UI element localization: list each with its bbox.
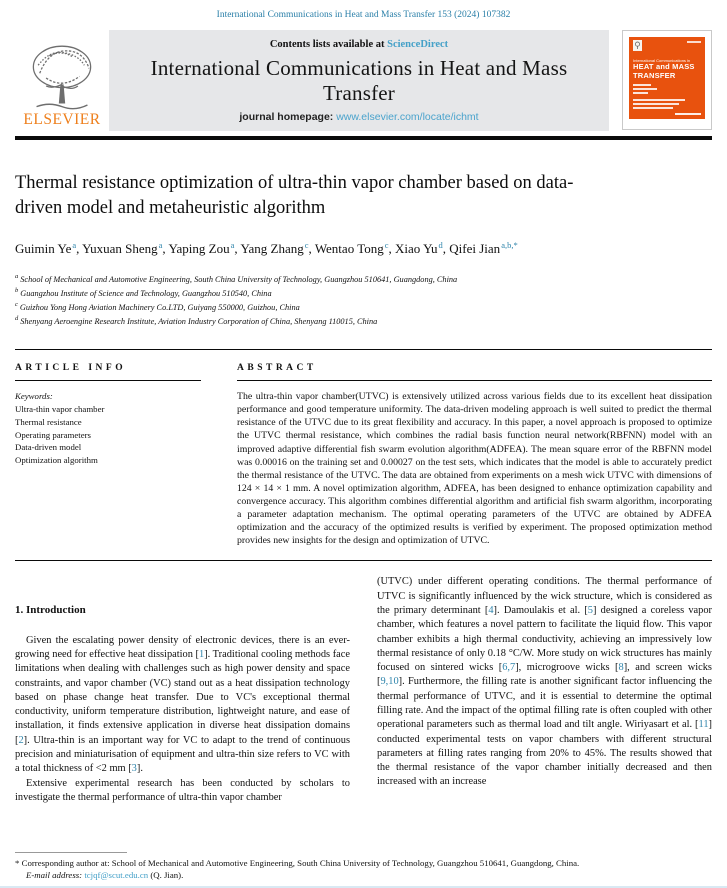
intro-paragraph-2: Extensive experimental research has been conducted by scholars to investigate the thermal performance of ultra-thin vapor chamber bbox=[15, 777, 350, 803]
author-separator: , bbox=[388, 241, 396, 257]
author bbox=[168, 241, 240, 256]
article-info-heading-rule bbox=[15, 380, 201, 381]
cover-series-line: International Communications in bbox=[633, 58, 691, 63]
author bbox=[395, 241, 449, 256]
email-link[interactable]: tcjqf@scut.edu.cn bbox=[84, 870, 149, 880]
email-suffix: (Q. Jian). bbox=[148, 870, 184, 880]
affiliation-list bbox=[15, 271, 712, 327]
citation-ref[interactable]: 9,10 bbox=[380, 676, 399, 688]
citation-ref[interactable]: 2 bbox=[18, 734, 24, 746]
homepage-line bbox=[115, 111, 603, 123]
abstract-heading: ABSTRACT bbox=[237, 363, 317, 374]
corresponding-author-footnote bbox=[15, 852, 712, 881]
right-column bbox=[377, 575, 712, 805]
abstract-column bbox=[237, 350, 712, 547]
affiliation bbox=[15, 271, 712, 285]
author bbox=[82, 241, 168, 256]
author-separator: , bbox=[162, 241, 169, 257]
author-separator: , bbox=[442, 241, 450, 257]
cover-title-line1: HEAT and MASS bbox=[633, 62, 695, 71]
author-name: Xiao Yu bbox=[395, 241, 438, 257]
cover-title-line2: TRANSFER bbox=[633, 70, 676, 80]
author-separator: , bbox=[308, 241, 315, 257]
author-affiliation-sup: a,b,* bbox=[501, 240, 518, 250]
author-separator: , bbox=[76, 241, 83, 257]
citation-ref[interactable]: 5 bbox=[587, 604, 593, 616]
author-name: Qifei Jian bbox=[449, 241, 501, 257]
author-affiliation-sup: a bbox=[158, 240, 163, 250]
body-columns bbox=[15, 575, 712, 805]
keywords-label: Keywords: bbox=[15, 391, 53, 402]
email-line bbox=[15, 869, 712, 881]
journal-banner bbox=[15, 30, 712, 131]
cover-issue-text bbox=[687, 41, 701, 43]
affiliation bbox=[15, 299, 712, 313]
correspondence-text: * Corresponding author at: School of Mechanical and Automotive Engineering, South China University of Technology, Guangzhou 510641, Guangdong, China. bbox=[15, 858, 580, 868]
journal-masthead bbox=[109, 30, 609, 131]
author-affiliation-sup: c bbox=[304, 240, 309, 250]
elsevier-wordmark: ELSEVIER bbox=[23, 111, 101, 128]
affiliation-text: Guizhou Yong Hong Aviation Machinery Co.LTD, Guiyang 550000, Guizhou, China bbox=[19, 303, 300, 313]
citation-ref[interactable]: 3 bbox=[131, 763, 137, 775]
cover-elsevier-mark-icon bbox=[633, 40, 642, 51]
author bbox=[449, 241, 517, 256]
affiliation-sup: a bbox=[15, 273, 19, 281]
journal-cover-thumbnail bbox=[622, 30, 712, 130]
affiliation-sup: c bbox=[15, 301, 18, 309]
intro-paragraph-1: Given the escalating power density of electronic devices, there is an ever-growing need for effective heat dissipation [1]. Traditional cooling methods face limitations when dealing with challenges such as high power density and space constraints, and vapor chamber (VC) stand out as a heat dissipation technology based on phase change heat transfer. Due to VC's exceptional thermal conductivity, uniform temperature distribution, lightweight nature, and ease of installation, it finds extensive application in diverse heat dissipation domains [2]. Ultra-thin is an important way for VC to adapt to the trend of continuous precision and miniaturisation of equipment and ultra-thin size refers to VC with a total thickness of <2 mm [3]. bbox=[15, 634, 350, 775]
article-title: Thermal resistance optimization of ultra-thin vapor chamber based on data-driven model and metaheuristic algorithm bbox=[15, 173, 574, 218]
author-affiliation-sup: a bbox=[230, 240, 235, 250]
author-name: Wentao Tong bbox=[314, 241, 384, 257]
cover-publisher-text bbox=[675, 113, 701, 116]
abstract-text: The ultra-thin vapor chamber(UTVC) is extensively utilized across various fields due to its excellent heat dissipation performance and good temperature uniformity. The data-driven modeling approach is well suited to predict the thermal resistance of the UTVC due to its great flexibility and accuracy. In this paper, a novel approach is proposed to optimize the UTVC thermal resistance, which combines the radial basis function neural network(RBFNN) model with an improved adaptive differential fish swarm evolution algorithm(ADFEA). The mean square error of the RBFNN model was 0.00016 on the training set and 0.00027 on the test sets, which indicates that the model is able to accurately predict the thermal resistance of the UTVC. The data are obtained from experiments on a mesh wick UTVC with dimensions of 124 × 14 × 1 mm. A novel optimization algorithm, ADFEA, has been designed to enhance optimization capability and convergence accuracy. This algorithm combines differential algorithm and artificial fish swarm algorithm, incorporating a parameter adaptation mechanism. The optimal operating parameters of the UTVC are obtained by ADFEA optimization and the accuracy of the optimized results is verified by experiment. The proposed optimization method provides new insights for the design and optimization of UTVC. bbox=[237, 391, 712, 547]
keyword: Ultra-thin vapor chamber bbox=[15, 404, 105, 414]
author-name: Yaping Zou bbox=[168, 241, 230, 257]
elsevier-logo bbox=[15, 30, 109, 131]
affiliation-text: Shenyang Aeroengine Research Institute, Aviation Industry Corporation of China, Shenyang 110015, China bbox=[20, 317, 378, 326]
affiliation-text: Guangzhou Institute of Science and Technology, Guangzhou 510540, China bbox=[20, 289, 272, 299]
cover-fine-print bbox=[633, 84, 701, 109]
keyword: Operating parameters bbox=[15, 429, 91, 440]
homepage-url-link[interactable]: www.elsevier.com/locate/ichmt bbox=[336, 111, 479, 123]
introduction-heading: 1. Introduction bbox=[15, 604, 86, 617]
homepage-label: journal homepage: bbox=[239, 111, 337, 123]
journal-cover-art bbox=[629, 37, 705, 119]
author-list bbox=[15, 236, 645, 258]
keyword-list bbox=[15, 403, 201, 467]
affiliation bbox=[15, 285, 712, 299]
contents-line-prefix: Contents lists available at bbox=[269, 39, 388, 50]
abstract-heading-rule bbox=[237, 380, 712, 381]
author-affiliation-sup: a bbox=[72, 240, 77, 250]
affiliation bbox=[15, 313, 712, 327]
affiliation-sup: b bbox=[15, 287, 19, 295]
author-affiliation-sup: c bbox=[384, 240, 389, 250]
contents-line bbox=[115, 39, 603, 50]
author-affiliation-sup: d bbox=[438, 240, 443, 250]
author bbox=[15, 241, 82, 256]
elsevier-tree-icon bbox=[22, 43, 102, 113]
right-column-text: (UTVC) under different operating conditions. The thermal performance of UTVC is significantly influenced by the wick structure, which is considered as the primary determinant [4]. Damoulakis et al. [5] designed a coreless vapor chamber, which features a novel pattern to facilitate the liquid flow. This vapor chamber exhibits a high thermal conductivity, achieving an impressively low thermal resistance of only 0.18 °C/W. More study on wick structures has mainly focused on sintered wicks [6,7], microgroove wicks [8], and screen wicks [9,10]. Furthermore, the filling rate is another significant factor influencing the thermal performance of UTVC, and it is essential to determine the optimal filling rate. And the impact of the optimal filling rate is often coupled with other operational parameters such as thermal load and tilt angle. Wiriyasart et al. [11] conducted experimental tests on vapor chambers with different structural parameters at filling rates ranging from 20% to 45%. The results showed that the thermal resistance of the vapor chamber initially decreased and then increased with an increase bbox=[377, 576, 712, 788]
author-name: Yang Zhang bbox=[240, 241, 304, 257]
section-divider-rule-bottom bbox=[15, 560, 712, 561]
citation-ref[interactable]: 6,7 bbox=[502, 662, 516, 674]
author-separator: , bbox=[234, 241, 241, 257]
citation-ref[interactable]: 4 bbox=[488, 604, 494, 616]
author-name: Yuxuan Sheng bbox=[82, 241, 158, 257]
citation-ref[interactable]: 8 bbox=[618, 662, 624, 674]
keyword: Data-driven model bbox=[15, 442, 82, 453]
author bbox=[315, 241, 395, 256]
keywords-block bbox=[15, 390, 201, 467]
info-abstract-section bbox=[15, 350, 712, 547]
running-head-citation: International Communications in Heat and Mass Transfer 153 (2024) 107382 bbox=[216, 10, 511, 20]
affiliation-text: School of Mechanical and Automotive Engineering, South China University of Technology, Guangzhou 510641, Guangdong, China bbox=[20, 275, 458, 285]
affiliation-sup: d bbox=[15, 315, 19, 323]
citation-ref[interactable]: 1 bbox=[199, 648, 205, 660]
left-column bbox=[15, 575, 350, 805]
footnote-rule bbox=[15, 852, 127, 853]
author bbox=[240, 241, 314, 256]
article-info-column bbox=[15, 350, 201, 547]
article-info-heading: ARTICLE INFO bbox=[15, 363, 127, 374]
journal-title: International Communications in Heat and Mass Transfer bbox=[150, 55, 568, 105]
citation-ref[interactable]: 11 bbox=[698, 719, 709, 731]
author-name: Guimin Ye bbox=[15, 241, 72, 257]
email-label: E-mail address: bbox=[26, 870, 85, 880]
keyword: Thermal resistance bbox=[15, 416, 82, 427]
keyword: Optimization algorithm bbox=[15, 455, 98, 466]
sciencedirect-link[interactable]: ScienceDirect bbox=[387, 39, 449, 50]
banner-divider-rule bbox=[15, 136, 712, 140]
